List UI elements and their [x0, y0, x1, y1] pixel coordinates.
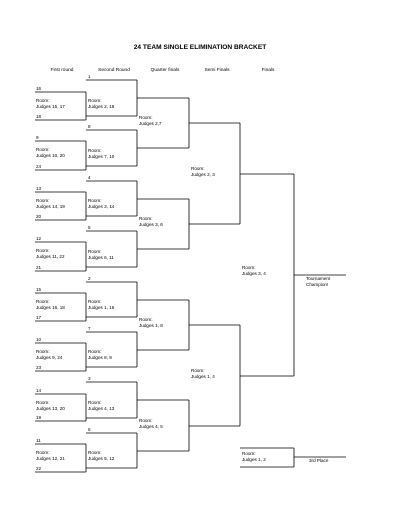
semi-final-room: Room: — [191, 166, 205, 171]
first-round-room: Room: — [36, 450, 50, 455]
champion-label: Champion! — [306, 282, 329, 287]
second-round-seed: 1 — [88, 74, 91, 79]
first-round-team: 20 — [36, 214, 42, 219]
first-round-judges: Judges 15, 17 — [36, 104, 65, 109]
page-title: 24 TEAM SINGLE ELIMINATION BRACKET — [133, 44, 267, 51]
second-round-room: Room: — [88, 349, 102, 354]
champion-label: Tournament — [306, 276, 331, 281]
second-round-judges: Judges 3, 14 — [88, 204, 115, 209]
first-round-team: 13 — [36, 186, 42, 191]
first-round-team: 15 — [36, 287, 42, 292]
first-round-team: 24 — [36, 164, 42, 169]
first-round-team: 11 — [36, 438, 41, 443]
first-round-team: 10 — [36, 337, 42, 342]
second-round-room: Room: — [88, 400, 102, 405]
quarter-final-room: Room: — [139, 115, 153, 120]
second-round-judges: Judges 4, 13 — [88, 406, 115, 411]
first-round-team: 17 — [36, 315, 42, 320]
first-round-room: Room: — [36, 147, 50, 152]
first-round-team: 19 — [36, 415, 42, 420]
first-round-room: Room: — [36, 98, 50, 103]
second-round-room: Room: — [88, 450, 102, 455]
first-round-judges: Judges 14, 19 — [36, 204, 65, 209]
first-round-judges: Judges 13, 20 — [36, 406, 65, 411]
quarter-final-judges: Judges 1, 8 — [139, 323, 163, 328]
second-round-room: Room: — [88, 98, 102, 103]
third-place-room: Room: — [242, 451, 256, 456]
third-place-label: 3rd Place — [309, 458, 329, 463]
second-round-judges: Judges 7, 10 — [88, 154, 115, 159]
second-round-judges: Judges 5, 12 — [88, 456, 115, 461]
header-second-round: Second Round — [98, 68, 130, 73]
third-place-judges: Judges 1, 2 — [242, 457, 266, 462]
second-round-seed: 5 — [88, 225, 91, 230]
first-round-judges: Judges 9, 24 — [36, 355, 63, 360]
first-round-judges: Judges 12, 21 — [36, 456, 65, 461]
first-round-room: Room: — [36, 248, 50, 253]
semi-final-room: Room: — [191, 368, 205, 373]
first-round-team: 22 — [36, 466, 42, 471]
second-round-seed: 2 — [88, 276, 91, 281]
semi-final-judges: Judges 1, 4 — [191, 374, 215, 379]
first-round-team: 9 — [36, 135, 39, 140]
header-first-round: First round — [50, 68, 74, 73]
first-round-judges: Judges 10, 20 — [36, 153, 65, 158]
second-round-seed: 4 — [88, 175, 91, 180]
second-round-room: Room: — [88, 249, 102, 254]
first-round-team: 14 — [36, 388, 42, 393]
first-round-team: 21 — [36, 265, 42, 270]
second-round-room: Room: — [88, 148, 102, 153]
first-round-team: 23 — [36, 365, 42, 370]
first-round-room: Room: — [36, 400, 50, 405]
second-round-seed: 7 — [88, 326, 91, 331]
first-round-room: Room: — [36, 198, 50, 203]
quarter-final-judges: Judges 3, 6 — [139, 222, 163, 227]
quarter-final-room: Room: — [139, 216, 153, 221]
quarter-final-judges: Judges 4, 5 — [139, 424, 163, 429]
first-round-room: Room: — [36, 349, 50, 354]
second-round-seed: 3 — [88, 376, 91, 381]
first-round-team: 12 — [36, 236, 42, 241]
second-round-judges: Judges 8, 9 — [88, 355, 112, 360]
first-round-team: 16 — [36, 86, 42, 91]
second-round-room: Room: — [88, 299, 102, 304]
final-judges: Judges 3, 4 — [242, 271, 266, 276]
first-round-team: 18 — [36, 114, 42, 119]
second-round-judges: Judges 2, 16 — [88, 104, 115, 109]
quarter-final-room: Room: — [139, 317, 153, 322]
second-round-judges: Judges 6, 11 — [88, 255, 114, 260]
second-round-seed: 8 — [88, 124, 91, 129]
first-round-judges: Judges 16, 18 — [36, 305, 65, 310]
quarter-final-judges: Judges 2,7 — [139, 121, 162, 126]
header-finals: Finals — [261, 68, 275, 73]
semi-final-judges: Judges 2, 3 — [191, 172, 215, 177]
second-round-seed: 6 — [88, 427, 91, 432]
first-round-judges: Judges 11, 22 — [36, 254, 65, 259]
first-round-room: Room: — [36, 299, 50, 304]
second-round-judges: Judges 1, 16 — [88, 305, 115, 310]
final-room: Room: — [242, 265, 256, 270]
second-round-room: Room: — [88, 198, 102, 203]
header-quarter-finals: Quarter finals — [150, 68, 180, 73]
quarter-final-room: Room: — [139, 418, 153, 423]
header-semi-finals: Semi Finals — [204, 68, 230, 73]
